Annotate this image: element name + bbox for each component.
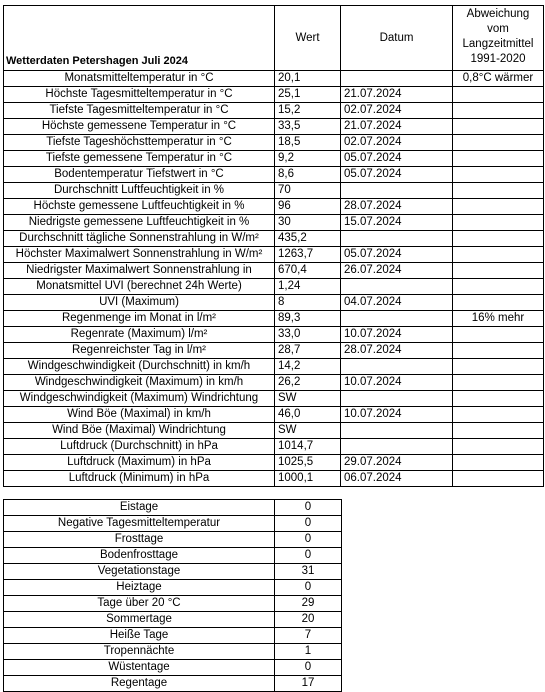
row-deviation-cell[interactable]: [453, 103, 544, 119]
table-row: [4, 391, 544, 407]
row-value-cell[interactable]: 30: [275, 215, 341, 231]
row-date-cell[interactable]: [341, 71, 453, 87]
row-deviation-cell[interactable]: [453, 295, 544, 311]
count-value-cell[interactable]: 17: [275, 676, 342, 692]
row-value-cell[interactable]: 670,4: [275, 263, 341, 279]
row-label-cell[interactable]: Tiefste Tageshöchsttemperatur in °C: [4, 135, 275, 151]
row-label-cell[interactable]: Windgeschwindigkeit (Maximum) Windrichtung: [4, 391, 275, 407]
row-date-cell[interactable]: 26.07.2024: [341, 263, 453, 279]
row-value-cell[interactable]: 25,1: [275, 87, 341, 103]
row-deviation-cell[interactable]: [453, 87, 544, 103]
table-row: [4, 580, 342, 596]
row-deviation-cell[interactable]: [453, 215, 544, 231]
row-deviation-cell[interactable]: 16% mehr: [453, 311, 544, 327]
table-row: [4, 183, 544, 199]
count-label-cell[interactable]: Regentage: [4, 676, 275, 692]
row-date-cell[interactable]: 05.07.2024: [341, 167, 453, 183]
row-date-cell[interactable]: [341, 311, 453, 327]
header-abweichung-line: vom: [487, 23, 509, 35]
row-date-cell[interactable]: 05.07.2024: [341, 151, 453, 167]
table-row: [4, 151, 544, 167]
table-row: [4, 247, 544, 263]
row-value-cell[interactable]: 33,0: [275, 327, 341, 343]
count-label-cell[interactable]: Sommertage: [4, 612, 275, 628]
table-row: [4, 564, 342, 580]
table-row: [4, 500, 342, 516]
count-label-cell[interactable]: Tropennächte: [4, 644, 275, 660]
row-label-cell[interactable]: Tiefste Tagesmitteltemperatur in °C: [4, 103, 275, 119]
row-label-cell[interactable]: Monatsmitteltemperatur in °C: [4, 71, 275, 87]
table-row: [4, 532, 342, 548]
row-label-cell[interactable]: Tiefste gemessene Temperatur in °C: [4, 151, 275, 167]
table-row: [4, 548, 342, 564]
row-label-cell[interactable]: Regenreichster Tag in l/m²: [4, 343, 275, 359]
row-label-cell[interactable]: Luftdruck (Durchschnitt) in hPa: [4, 439, 275, 455]
count-value-cell[interactable]: 0: [275, 548, 342, 564]
table-row: [4, 135, 544, 151]
row-deviation-cell[interactable]: [453, 439, 544, 455]
row-deviation-cell[interactable]: [453, 455, 544, 471]
count-value-cell[interactable]: 31: [275, 564, 342, 580]
row-date-cell[interactable]: [341, 231, 453, 247]
row-deviation-cell[interactable]: [453, 231, 544, 247]
row-value-cell[interactable]: 46,0: [275, 407, 341, 423]
table-row: [4, 660, 342, 676]
row-deviation-cell[interactable]: [453, 183, 544, 199]
count-label-cell[interactable]: Vegetationstage: [4, 564, 275, 580]
table-row: [4, 231, 544, 247]
count-value-cell[interactable]: 0: [275, 500, 342, 516]
row-label-cell[interactable]: Höchste Tagesmitteltemperatur in °C: [4, 87, 275, 103]
row-deviation-cell[interactable]: [453, 327, 544, 343]
table-row: [4, 199, 544, 215]
row-date-cell[interactable]: [341, 423, 453, 439]
row-date-cell[interactable]: 05.07.2024: [341, 247, 453, 263]
row-date-cell[interactable]: [341, 279, 453, 295]
count-label-cell[interactable]: Bodenfrosttage: [4, 548, 275, 564]
row-date-cell[interactable]: 10.07.2024: [341, 407, 453, 423]
row-deviation-cell[interactable]: [453, 151, 544, 167]
row-value-cell[interactable]: 20,1: [275, 71, 341, 87]
count-value-cell[interactable]: 0: [275, 516, 342, 532]
row-deviation-cell[interactable]: [453, 199, 544, 215]
row-value-cell[interactable]: 70: [275, 183, 341, 199]
row-date-cell[interactable]: 21.07.2024: [341, 87, 453, 103]
row-deviation-cell[interactable]: [453, 135, 544, 151]
row-value-cell[interactable]: 26,2: [275, 375, 341, 391]
row-value-cell[interactable]: 435,2: [275, 231, 341, 247]
row-deviation-cell[interactable]: [453, 119, 544, 135]
table-row: [4, 628, 342, 644]
table-row: [4, 439, 544, 455]
row-label-cell[interactable]: Windgeschwindigkeit (Maximum) in km/h: [4, 375, 275, 391]
row-label-cell[interactable]: Monatsmittel UVI (berechnet 24h Werte): [4, 279, 275, 295]
row-label-cell[interactable]: Regenmenge im Monat in l/m²: [4, 311, 275, 327]
row-date-cell[interactable]: 29.07.2024: [341, 455, 453, 471]
table-row: [4, 263, 544, 279]
table-row: [4, 423, 544, 439]
row-label-cell[interactable]: Niedrigste gemessene Luftfeuchtigkeit in %: [4, 215, 275, 231]
row-value-cell[interactable]: 1,24: [275, 279, 341, 295]
row-value-cell[interactable]: 1025,5: [275, 455, 341, 471]
table-row: [4, 644, 342, 660]
header-wert[interactable]: Wert: [275, 6, 341, 71]
row-value-cell[interactable]: 1000,1: [275, 471, 341, 487]
table-row: [4, 375, 544, 391]
header-abweichung-line: Langzeitmittel: [462, 38, 534, 50]
row-deviation-cell[interactable]: [453, 391, 544, 407]
row-date-cell[interactable]: 21.07.2024: [341, 119, 453, 135]
table-row: [4, 295, 544, 311]
row-value-cell[interactable]: 33,5: [275, 119, 341, 135]
table-row: [4, 471, 544, 487]
row-deviation-cell[interactable]: [453, 343, 544, 359]
table-row: [4, 455, 544, 471]
row-date-cell[interactable]: 06.07.2024: [341, 471, 453, 487]
header-datum[interactable]: Datum: [341, 6, 453, 71]
row-label-cell[interactable]: Niedrigster Maximalwert Sonnenstrahlung in: [4, 263, 275, 279]
row-label-cell[interactable]: Durchschnitt Luftfeuchtigkeit in %: [4, 183, 275, 199]
row-deviation-cell[interactable]: [453, 247, 544, 263]
row-label-cell[interactable]: Regenrate (Maximum) l/m²: [4, 327, 275, 343]
row-label-cell[interactable]: UVI (Maximum): [4, 295, 275, 311]
count-value-cell[interactable]: 0: [275, 580, 342, 596]
row-value-cell[interactable]: 1014,7: [275, 439, 341, 455]
row-deviation-cell[interactable]: [453, 375, 544, 391]
row-date-cell[interactable]: 02.07.2024: [341, 103, 453, 119]
row-value-cell[interactable]: 18,5: [275, 135, 341, 151]
row-label-cell[interactable]: Windgeschwindigkeit (Durchschnitt) in km/h: [4, 359, 275, 375]
row-value-cell[interactable]: 8: [275, 295, 341, 311]
count-label-cell[interactable]: Heiße Tage: [4, 628, 275, 644]
header-abweichung-line: 1991-2020: [470, 53, 526, 65]
table-row: [4, 119, 544, 135]
row-deviation-cell[interactable]: [453, 423, 544, 439]
row-date-cell[interactable]: [341, 359, 453, 375]
row-label-cell[interactable]: Wind Böe (Maximal) in km/h: [4, 407, 275, 423]
table-row: [4, 596, 342, 612]
count-value-cell[interactable]: 20: [275, 612, 342, 628]
table-row: [4, 612, 342, 628]
row-value-cell[interactable]: SW: [275, 423, 341, 439]
row-value-cell[interactable]: 14,2: [275, 359, 341, 375]
row-date-cell[interactable]: [341, 439, 453, 455]
table-row: [4, 87, 544, 103]
row-label-cell[interactable]: Luftdruck (Minimum) in hPa: [4, 471, 275, 487]
row-label-cell[interactable]: Höchster Maximalwert Sonnenstrahlung in W/m²: [4, 247, 275, 263]
header-abweichung[interactable]: [453, 6, 544, 71]
count-label-cell[interactable]: Wüstentage: [4, 660, 275, 676]
row-deviation-cell[interactable]: [453, 471, 544, 487]
count-value-cell[interactable]: 7: [275, 628, 342, 644]
header-row: [4, 6, 544, 71]
row-date-cell[interactable]: [341, 391, 453, 407]
row-date-cell[interactable]: 28.07.2024: [341, 343, 453, 359]
table-row: [4, 103, 544, 119]
table-row: [4, 343, 544, 359]
row-date-cell[interactable]: 10.07.2024: [341, 375, 453, 391]
table-row: [4, 167, 544, 183]
row-label-cell[interactable]: Wind Böe (Maximal) Windrichtung: [4, 423, 275, 439]
row-deviation-cell[interactable]: [453, 407, 544, 423]
weather-data-table: [3, 5, 544, 487]
row-value-cell[interactable]: 9,2: [275, 151, 341, 167]
row-label-cell[interactable]: Durchschnitt tägliche Sonnenstrahlung in W/m²: [4, 231, 275, 247]
row-value-cell[interactable]: 1263,7: [275, 247, 341, 263]
sheet-title[interactable]: Wetterdaten Petershagen Juli 2024: [4, 6, 275, 71]
row-date-cell[interactable]: 10.07.2024: [341, 327, 453, 343]
table-row: [4, 407, 544, 423]
row-value-cell[interactable]: 28,7: [275, 343, 341, 359]
row-label-cell[interactable]: Luftdruck (Maximum) in hPa: [4, 455, 275, 471]
row-date-cell[interactable]: 04.07.2024: [341, 295, 453, 311]
count-value-cell[interactable]: 29: [275, 596, 342, 612]
count-label-cell[interactable]: Negative Tagesmitteltemperatur: [4, 516, 275, 532]
row-value-cell[interactable]: 15,2: [275, 103, 341, 119]
weather-data-body: [4, 6, 544, 487]
header-abweichung-line: Abweichung: [466, 8, 530, 20]
table-row: [4, 516, 342, 532]
count-label-cell[interactable]: Frosttage: [4, 532, 275, 548]
row-value-cell[interactable]: SW: [275, 391, 341, 407]
table-row: [4, 279, 544, 295]
row-date-cell[interactable]: 28.07.2024: [341, 199, 453, 215]
row-label-cell[interactable]: Höchste gemessene Temperatur in °C: [4, 119, 275, 135]
row-deviation-cell[interactable]: [453, 263, 544, 279]
count-label-cell[interactable]: Eistage: [4, 500, 275, 516]
row-value-cell[interactable]: 96: [275, 199, 341, 215]
count-value-cell[interactable]: 0: [275, 660, 342, 676]
table-row: [4, 359, 544, 375]
count-value-cell[interactable]: 0: [275, 532, 342, 548]
row-date-cell[interactable]: 02.07.2024: [341, 135, 453, 151]
row-deviation-cell[interactable]: [453, 167, 544, 183]
count-label-cell[interactable]: Tage über 20 °C: [4, 596, 275, 612]
day-count-table: [3, 499, 342, 692]
table-row: [4, 311, 544, 327]
row-deviation-cell[interactable]: 0,8°C wärmer: [453, 71, 544, 87]
table-row: [4, 71, 544, 87]
day-count-body: [4, 500, 342, 692]
count-value-cell[interactable]: 1: [275, 644, 342, 660]
table-row: [4, 327, 544, 343]
table-row: [4, 676, 342, 692]
row-date-cell[interactable]: 15.07.2024: [341, 215, 453, 231]
table-row: [4, 215, 544, 231]
count-label-cell[interactable]: Heiztage: [4, 580, 275, 596]
row-deviation-cell[interactable]: [453, 279, 544, 295]
row-value-cell[interactable]: 8,6: [275, 167, 341, 183]
row-label-cell[interactable]: Höchste gemessene Luftfeuchtigkeit in %: [4, 199, 275, 215]
row-value-cell[interactable]: 89,3: [275, 311, 341, 327]
row-label-cell[interactable]: Bodentemperatur Tiefstwert in °C: [4, 167, 275, 183]
row-deviation-cell[interactable]: [453, 359, 544, 375]
row-date-cell[interactable]: [341, 183, 453, 199]
